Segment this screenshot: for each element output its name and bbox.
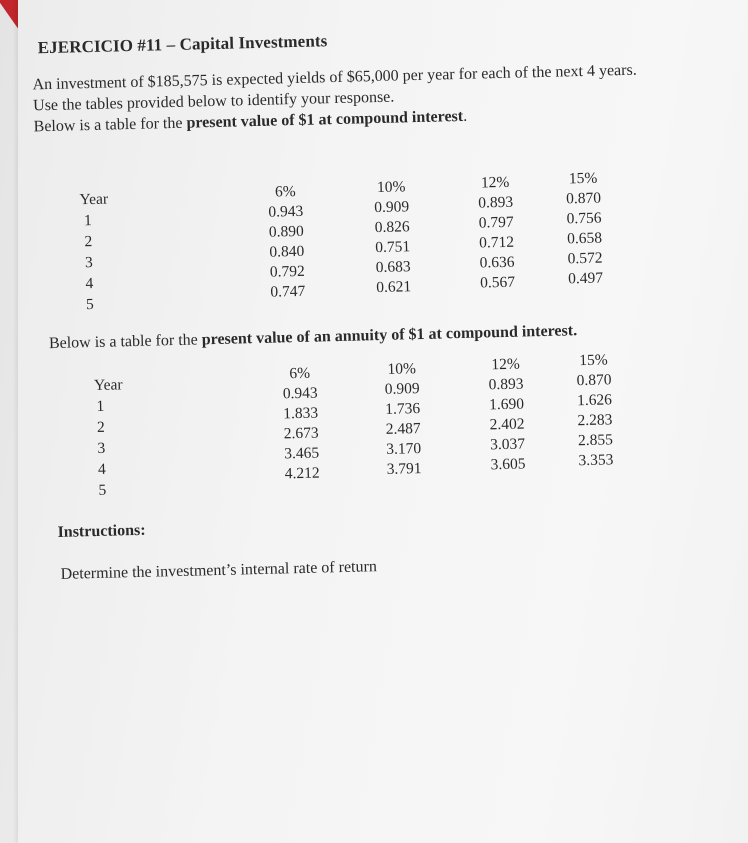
table1-cell: 0.497 — [567, 269, 604, 288]
table2-rate-header: 12% — [491, 355, 521, 374]
table2-cell: 3.353 — [578, 451, 614, 470]
intro-line-2: Use the tables provided below to identify your response. — [32, 88, 395, 115]
table1-cell: 0.909 — [374, 198, 410, 217]
table2-year: 1 — [96, 397, 105, 415]
table2-year: 5 — [98, 481, 107, 499]
table1-col-6pct — [255, 182, 318, 303]
intro-line-3-bold: present value of $1 at compound interest — [186, 107, 464, 132]
table2-cell: 2.487 — [385, 420, 421, 438]
table1-cell: 0.683 — [375, 258, 411, 277]
table2-col-15pct — [563, 350, 626, 471]
annuity-caption-prefix: Below is a table for the — [48, 331, 202, 353]
table1-rate-header: 10% — [376, 178, 406, 197]
table2-cell: 0.870 — [576, 371, 612, 390]
intro-line-3-suffix: . — [462, 107, 468, 125]
table2-cell: 3.170 — [386, 440, 422, 458]
table1-year-column — [79, 189, 111, 316]
table1-cell: 0.658 — [566, 229, 603, 248]
table1-cell: 0.870 — [565, 189, 602, 208]
table2-cell: 3.605 — [490, 455, 526, 474]
table1-year: 1 — [83, 212, 92, 230]
table1-cell: 0.890 — [268, 222, 304, 241]
table1-cell: 0.826 — [374, 218, 410, 237]
table1-cell: 0.943 — [268, 202, 304, 221]
table2-cell: 4.212 — [284, 464, 320, 483]
table1-rate-header: 12% — [480, 173, 510, 192]
table2-cell: 2.402 — [489, 415, 525, 434]
table2-cell: 0.893 — [488, 375, 524, 394]
instructions-text: Determine the investment’s internal rate of return — [60, 558, 378, 583]
table1-cell: 0.572 — [567, 249, 603, 268]
intro-line-3-prefix: Below is a table for the — [33, 114, 187, 136]
table2-rate-header: 10% — [387, 360, 417, 378]
table1-cell: 0.567 — [479, 273, 516, 292]
table2-cell: 1.833 — [283, 404, 319, 423]
table2-cell: 1.626 — [576, 391, 613, 410]
table1-rate-header: 15% — [568, 169, 598, 188]
table2-cell: 3.037 — [489, 435, 526, 454]
table2-cell: 2.283 — [577, 411, 613, 430]
table1-cell: 0.712 — [478, 233, 515, 252]
table1-cell: 0.797 — [478, 213, 514, 232]
table2-year: 2 — [96, 418, 105, 436]
table1-cell: 0.840 — [269, 242, 305, 261]
table2-col-6pct — [270, 363, 333, 484]
table1-cell: 0.893 — [478, 193, 514, 212]
table2-cell: 3.791 — [386, 460, 422, 478]
table2-cell: 1.690 — [488, 395, 525, 414]
annuity-caption-bold: present value of an annuity of $1 at compound interest. — [201, 322, 578, 349]
table1-cell: 0.792 — [269, 262, 305, 281]
table1-cell: 0.621 — [376, 278, 412, 297]
table1-col-15pct — [553, 168, 616, 289]
table2-cell: 1.736 — [385, 400, 421, 418]
table2-year-column — [94, 374, 126, 501]
table2-cell: 2.673 — [283, 424, 319, 443]
table2-cell: 3.465 — [284, 444, 320, 463]
table1-cell: 0.636 — [479, 253, 515, 272]
exercise-title: EJERCICIO #11 – Capital Investments — [37, 31, 328, 58]
table2-year: 3 — [97, 439, 106, 457]
table1-rate-header: 6% — [274, 183, 296, 201]
table1-cell: 0.747 — [270, 282, 306, 301]
table2-cell: 0.909 — [384, 380, 420, 398]
instructions-heading: Instructions: — [57, 521, 146, 541]
table2-year-header: Year — [93, 376, 123, 395]
table2-col-12pct — [475, 354, 538, 475]
table1-col-12pct — [465, 172, 528, 293]
table1-year: 5 — [85, 295, 94, 314]
table1-cell: 0.751 — [375, 238, 411, 257]
table1-year: 4 — [85, 275, 94, 293]
table1-year: 3 — [84, 254, 93, 272]
annuity-table-caption — [49, 320, 578, 354]
table1-col-10pct — [361, 177, 424, 298]
table2-year: 4 — [97, 460, 107, 478]
table2-cell: 2.855 — [577, 431, 614, 450]
table2-rate-header: 15% — [579, 351, 608, 370]
table2-col-10pct — [371, 359, 434, 480]
table2-rate-header: 6% — [289, 364, 311, 383]
table1-year-header: Year — [79, 190, 109, 209]
table2-cell: 0.943 — [282, 384, 318, 403]
table1-cell: 0.756 — [566, 209, 602, 228]
intro-line-1: An investment of $185,575 is expected yields of $65,000 per year for each of the next 4 years. — [32, 61, 637, 94]
table1-year: 2 — [84, 233, 93, 251]
